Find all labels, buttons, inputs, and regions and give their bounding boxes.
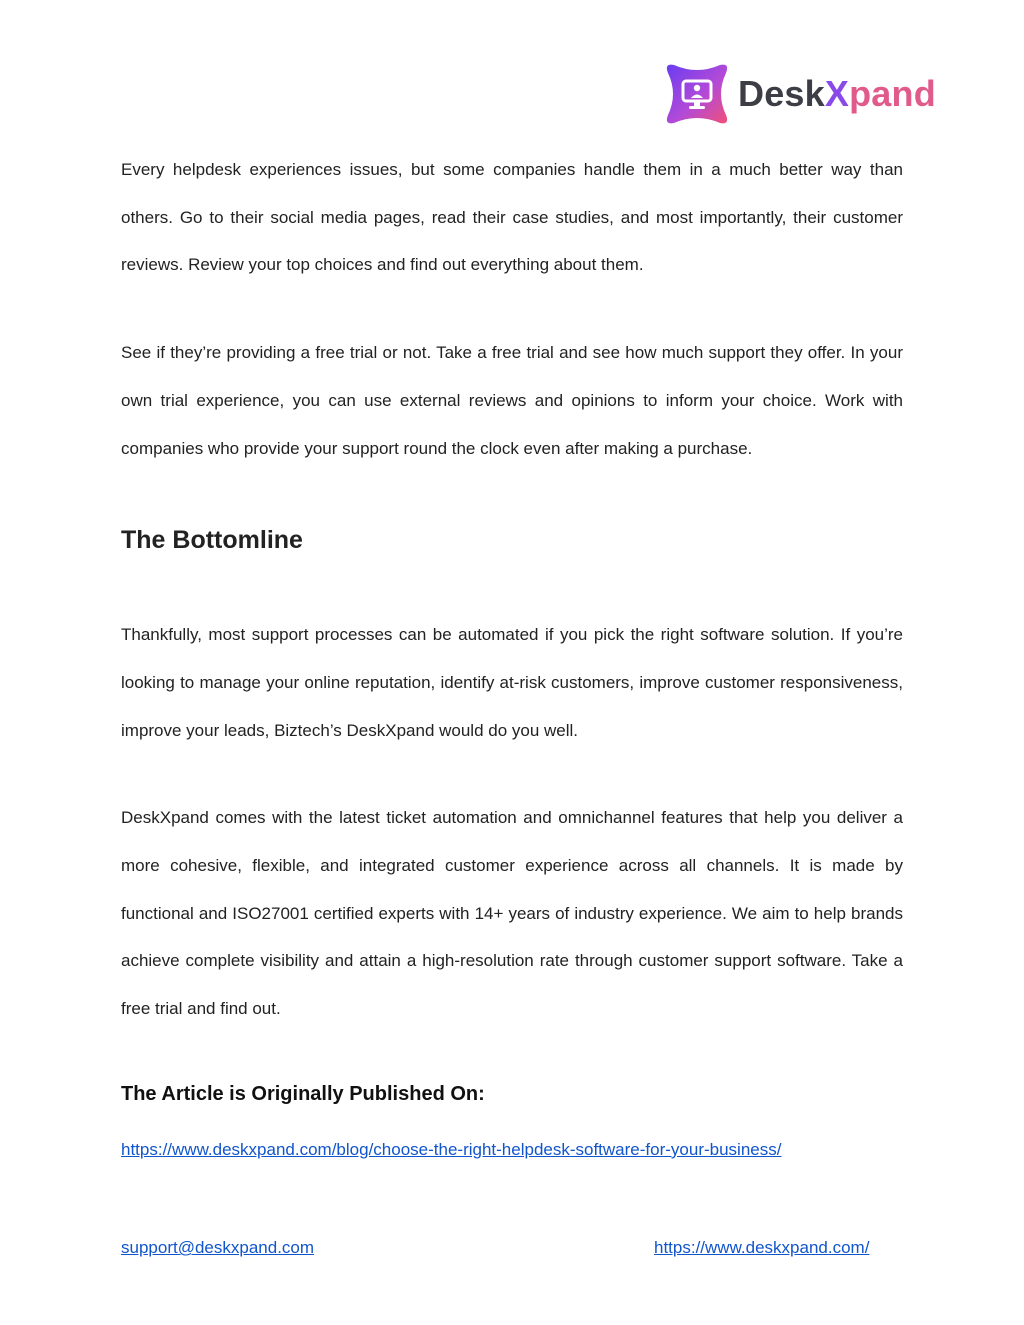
brand-name-part3: pand (849, 73, 936, 114)
brand-name-part2: X (824, 73, 850, 114)
brand-wordmark (738, 73, 936, 114)
heading-bottomline: The Bottomline (121, 526, 303, 555)
brand-name-part1: Desk (738, 73, 825, 114)
website-link[interactable]: https://www.deskxpand.com/ (654, 1238, 870, 1257)
article-body (121, 146, 903, 1160)
article-url-link[interactable]: https://www.deskxpand.com/blog/choose-the-right-helpdesk-software-for-your-business/ (121, 1139, 782, 1159)
paragraph-free-trial: See if they’re providing a free trial or not. Take a free trial and see how much support they offer. In your own trial experience, you can use external reviews and opinions to inform your choice. Work with companies who provide your support round the clock even after making a purchase. (121, 343, 903, 458)
heading-originally-published: The Article is Originally Published On: (121, 1082, 485, 1105)
paragraph-automation: Thankfully, most support processes can be automated if you pick the right software solution. If you’re looking to manage your online reputation, identify at-risk customers, improve customer responsiveness, improve your leads, Biztech’s DeskXpand would do you well. (121, 625, 903, 740)
deskxpand-logo (664, 60, 936, 128)
monitor-user-icon (664, 61, 730, 127)
paragraph-research: Every helpdesk experiences issues, but some companies handle them in a much better way than others. Go to their social media pages, read their case studies, and most importantly, their customer reviews. Review your top choices and find out everything about them. (121, 160, 903, 275)
support-email-link[interactable]: support@deskxpand.com (121, 1238, 315, 1257)
paragraph-deskxpand-features: DeskXpand comes with the latest ticket automation and omnichannel features that help you deliver a more cohesive, flexible, and integrated customer experience across all channels. It is made by functional and ISO27001 certified experts with 14+ years of industry experience. We aim to help brands achieve complete visibility and attain a high-resolution rate through customer support software. Take a free trial and find out. (121, 808, 903, 1019)
